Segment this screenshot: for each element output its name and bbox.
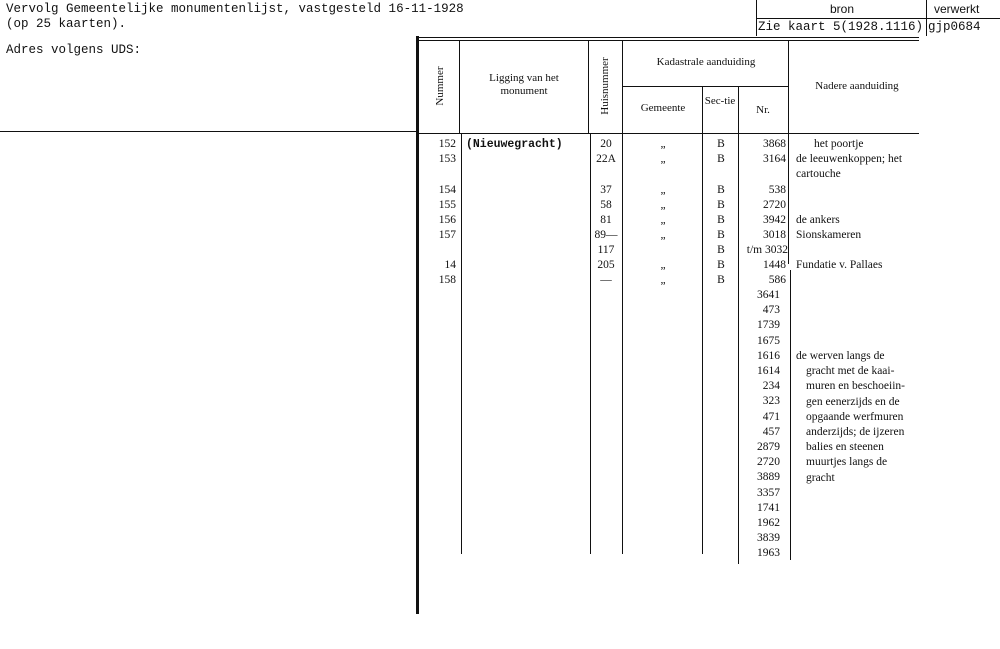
cell-nr-extra: 3839 bbox=[757, 532, 780, 545]
werven-line: anderzijds; de ijzeren bbox=[806, 426, 905, 438]
cell-nr-extra: 1614 bbox=[757, 365, 780, 377]
werven-line: muurtjes langs de bbox=[806, 456, 888, 469]
header-nummer: Nummer bbox=[434, 66, 446, 106]
cell-nr: 3018 bbox=[763, 229, 786, 241]
cell-ligging: (Nieuwegracht) bbox=[466, 138, 563, 151]
cell-gemeente: „ bbox=[660, 138, 666, 150]
header-ligging: Ligging van het monument bbox=[489, 72, 559, 97]
cell-huisnummer: 89— bbox=[594, 229, 618, 241]
cell-sectie: B bbox=[717, 138, 725, 150]
cell-nr: 538 bbox=[768, 184, 786, 196]
cell-nr-extra: 473 bbox=[762, 304, 780, 317]
cell-gemeente: „ bbox=[660, 214, 666, 226]
cell-nr: 3868 bbox=[763, 138, 786, 150]
cell-nadere: Sionskameren bbox=[796, 229, 862, 241]
address-label: Adres volgens UDS: bbox=[6, 43, 142, 57]
cell-nr-extra: 1739 bbox=[757, 319, 780, 332]
cell-nr-extra: 1675 bbox=[757, 334, 780, 347]
cell-nummer: 155 bbox=[438, 199, 456, 211]
cell-nr: 1448 bbox=[763, 259, 786, 271]
cell-huisnummer: 22A bbox=[596, 153, 616, 165]
cell-nr-extra: 471 bbox=[762, 410, 780, 423]
source-box bbox=[756, 0, 1000, 36]
header-sectie: Sec-tie bbox=[704, 95, 736, 107]
cell-sectie: B bbox=[717, 244, 725, 256]
cell-nr-extra: 234 bbox=[762, 380, 780, 393]
cell-nr-extra: 323 bbox=[762, 395, 780, 408]
cell-sectie: B bbox=[717, 184, 725, 196]
cell-nadere: de leeuwenkoppen; het bbox=[796, 153, 903, 165]
cell-nummer: 153 bbox=[438, 153, 456, 165]
cell-nummer: 157 bbox=[438, 229, 456, 241]
cell-nadere: Fundatie v. Pallaes bbox=[796, 259, 883, 271]
cell-nr: t/m 3032 bbox=[746, 244, 788, 256]
cell-gemeente: „ bbox=[660, 274, 666, 286]
verwerkt-label: verwerkt bbox=[934, 2, 980, 16]
cell-nr-extra: 1741 bbox=[757, 501, 780, 514]
header-kadastrale: Kadastrale aanduiding bbox=[656, 56, 756, 68]
cell-sectie: B bbox=[717, 229, 725, 241]
cell-huisnummer: 20 bbox=[600, 138, 612, 150]
cell-nummer: 158 bbox=[438, 274, 456, 286]
cell-nadere: cartouche bbox=[796, 168, 841, 180]
cell-nummer: 154 bbox=[438, 184, 456, 196]
cell-nr-extra: 3889 bbox=[757, 471, 780, 484]
werven-line: gen eenerzijds en de bbox=[806, 395, 900, 408]
cell-sectie: B bbox=[717, 274, 725, 286]
werven-line: de werven langs de bbox=[796, 350, 885, 362]
cell-nr-extra: 3641 bbox=[757, 289, 780, 301]
verwerkt-value: gjp0684 bbox=[928, 20, 981, 34]
cell-nummer: 14 bbox=[444, 259, 456, 271]
header-huisnummer: Huisnummer bbox=[599, 57, 611, 115]
header-line-2: (op 25 kaarten). bbox=[6, 17, 127, 31]
cell-huisnummer: 81 bbox=[600, 214, 612, 226]
cell-nr-extra: 2720 bbox=[757, 456, 780, 469]
cell-nadere: de ankers bbox=[796, 214, 840, 226]
werven-line: gracht bbox=[806, 471, 835, 484]
cell-gemeente: „ bbox=[660, 259, 666, 271]
cell-nr-extra: 457 bbox=[762, 425, 780, 438]
cell-huisnummer: 58 bbox=[600, 199, 612, 211]
header-line-1: Vervolg Gemeentelijke monumentenlijst, vastgesteld 16-11-1928 bbox=[6, 2, 464, 16]
cell-sectie: B bbox=[717, 153, 725, 165]
cell-sectie: B bbox=[717, 214, 725, 226]
cell-nr: 2720 bbox=[763, 199, 786, 211]
cell-nr-extra: 1616 bbox=[757, 349, 780, 362]
cell-nr-extra: 1962 bbox=[757, 517, 780, 529]
cell-nr: 3942 bbox=[763, 214, 786, 226]
cell-nummer: 152 bbox=[438, 138, 456, 150]
cell-nr-extra: 2879 bbox=[757, 441, 780, 453]
header-gemeente: Gemeente bbox=[640, 102, 686, 114]
cell-sectie: B bbox=[717, 259, 725, 271]
cell-huisnummer: — bbox=[600, 274, 612, 286]
cell-sectie: B bbox=[717, 199, 725, 211]
cell-gemeente: „ bbox=[660, 184, 666, 196]
cell-gemeente: „ bbox=[660, 229, 666, 241]
cell-nr: 586 bbox=[768, 274, 786, 286]
address-divider bbox=[0, 131, 418, 132]
cell-gemeente: „ bbox=[660, 199, 666, 211]
cell-huisnummer: 117 bbox=[597, 244, 615, 256]
header-nadere: Nadere aanduiding bbox=[815, 80, 899, 92]
cell-gemeente: „ bbox=[660, 153, 666, 165]
bron-label: bron bbox=[830, 2, 855, 16]
cell-nr-extra: 1963 bbox=[757, 547, 780, 560]
werven-line: gracht met de kaai- bbox=[806, 365, 895, 378]
werven-line: opgaande werfmuren bbox=[806, 410, 904, 423]
cell-huisnummer: 205 bbox=[597, 259, 615, 271]
cell-nadere: het poortje bbox=[814, 138, 864, 150]
cell-nummer: 156 bbox=[438, 214, 456, 226]
cell-nr: 3164 bbox=[763, 153, 786, 165]
cell-huisnummer: 37 bbox=[600, 184, 612, 196]
werven-line: balies en steenen bbox=[806, 441, 884, 454]
bron-value: Zie kaart 5(1928.1116) bbox=[758, 20, 924, 34]
header-nr: Nr. bbox=[756, 104, 770, 116]
werven-line: muren en beschoeiin- bbox=[806, 380, 905, 393]
cell-nr-extra: 3357 bbox=[757, 486, 780, 499]
